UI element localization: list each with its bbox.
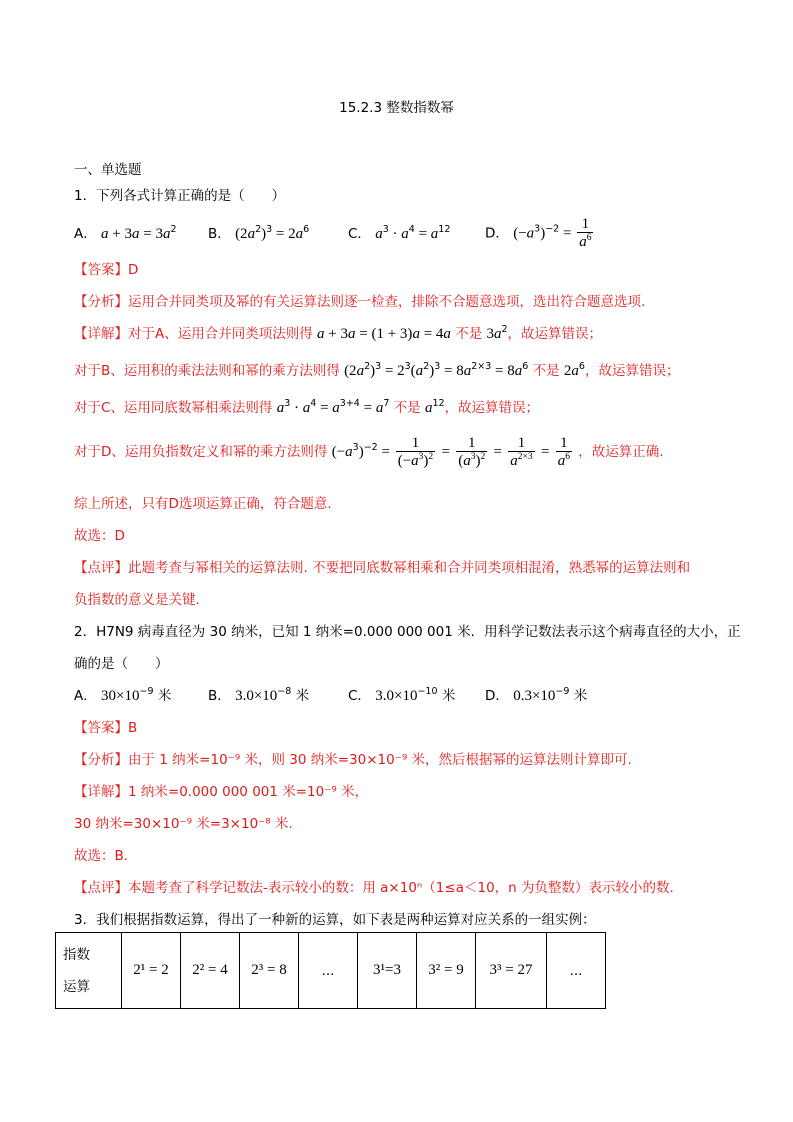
q1-choose: 故选：D — [74, 528, 125, 544]
q1-detail-b: 对于B、运用积的乘法法则和幂的乘方法则得 $(2a^2)^3 = 2^3(a^2)^3 = 8a^{2\times 3} = 8a^6$ 不是 $2a^6$，故运算错误； — [74, 361, 680, 379]
q2-detail-line1: 【详解】1 纳米=0.000 000 001 米=10⁻⁹ 米， — [74, 784, 369, 800]
q2-option-a-label: A． — [74, 688, 97, 704]
q1-option-c-label: C． — [348, 226, 371, 242]
table-cell: ... — [547, 933, 606, 1009]
table-cell: 2¹ = 2 — [122, 933, 181, 1009]
q2-option-b-label: B． — [208, 688, 231, 704]
table-cell: 3¹=3 — [358, 933, 417, 1009]
q1-comment-line1: 【点评】此题考查与幂相关的运算法则. 不要把同底数幂相乘和合并同类项相混淆，熟悉幂的运算法则和 — [74, 560, 691, 576]
q2-option-b-unit: 米 — [295, 688, 310, 704]
q2-option-b: B． $3.0\times 10^{-8}$ 米 — [208, 686, 310, 704]
q1-option-b: B． $(2a^2)^3 = 2a^6$ — [208, 224, 310, 242]
q1-detail-a: 【详解】对于A、运用合并同类项法则得 a + 3a = (1 + 3)a = 4a 不是 $3a^2$，故运算错误； — [74, 324, 603, 342]
q1-stem: 1．下列各式计算正确的是（ ） — [74, 188, 286, 204]
table-cell: 2³ = 8 — [240, 933, 299, 1009]
table-cell: ... — [299, 933, 358, 1009]
q2-option-d: D． $0.3\times 10^{-9}$ 米 — [485, 686, 588, 704]
q2-option-c-unit: 米 — [441, 688, 456, 704]
row-header-line2: 运算 — [63, 978, 90, 995]
q2-option-d-label: D． — [485, 688, 509, 704]
q1-option-b-label: B． — [208, 226, 231, 242]
q1-detail-b-text: 对于B、运用积的乘法法则和幂的乘方法则得 — [74, 363, 340, 379]
q1-options — [74, 216, 592, 250]
q2-stem-line2: 确的是（ ） — [74, 656, 169, 672]
section-heading: 一、单选题 — [74, 162, 142, 178]
q1-detail-a-text: 【详解】对于A、运用合并同类项法则得 — [74, 326, 313, 342]
q1-detail-a-post: ，故运算错误； — [507, 326, 603, 342]
q2-option-c-label: C． — [348, 688, 371, 704]
table-row-header — [56, 933, 122, 1009]
q2-options — [74, 686, 588, 706]
q2-analysis: 【分析】由于 1 纳米=10⁻⁹ 米，则 30 纳米=30×10⁻⁹ 米，然后根据幂的运算法则计算即可. — [74, 752, 632, 768]
q2-option-a-unit: 米 — [157, 688, 172, 704]
q2-option-c: C． $3.0\times 10^{-10}$ 米 — [348, 686, 456, 704]
q1-detail-c-post: ，故运算错误； — [444, 400, 540, 416]
q1-detail-b-post: ，故运算错误； — [584, 363, 680, 379]
row-header-line1: 指数 — [63, 946, 90, 963]
q1-detail-c: 对于C、运用同底数幂相乘法则得 $a^3 \cdot a^4 = a^{3+4} = a^7$ 不是 $a^{12}$，故运算错误； — [74, 398, 540, 416]
q1-option-a: A． $a + 3a = 3a^2$ — [74, 224, 177, 242]
table-cell: 3² = 9 — [417, 933, 476, 1009]
q1-detail-b-mid: 不是 — [532, 363, 560, 379]
q1-answer: 【答案】D — [74, 262, 139, 278]
table-row — [56, 933, 606, 1009]
q1-option-a-label: A． — [74, 226, 97, 242]
q2-detail-line2: 30 纳米=30×10⁻⁹ 米=3×10⁻⁸ 米. — [74, 816, 293, 832]
page-title: 15.2.3 整数指数幂 — [339, 100, 454, 116]
q1-option-c: C． $a^3 \cdot a^4 = a^{12}$ — [348, 224, 451, 242]
q1-detail-d: 对于D、运用负指数定义和幂的乘方法则得 $(-a^3)^{-2}$ = $\frac{1}{(-a^3)^2}$ = $\frac{1}{(a^3)^2}$ = $\frac{1}{a^{2\times 3}}$ = $\frac{1}{a^6}$ ，故运算正确. — [74, 434, 664, 469]
q1-option-d-label: D． — [485, 225, 509, 242]
q1-detail-d-post: ，故运算正确. — [578, 444, 664, 460]
q2-option-a: A． $30\times 10^{-9}$ 米 — [74, 686, 172, 704]
table-cell: 3³ = 27 — [476, 933, 547, 1009]
q1-option-d: D． $(-a^3)^{-2}$ = $\frac{1}{a^6}$ — [485, 216, 592, 250]
q2-choose: 故选：B. — [74, 848, 129, 864]
q1-analysis: 【分析】运用合并同类项及幂的有关运算法则逐一检查，排除不合题意选项，选出符合题意选项. — [74, 294, 646, 310]
q1-comment-line2: 负指数的意义是关键. — [74, 592, 200, 608]
q1-summary: 综上所述，只有D选项运算正确，符合题意. — [74, 496, 332, 512]
table-cell: 2² = 4 — [181, 933, 240, 1009]
q2-stem-line1: 2．H7N9 病毒直径为 30 纳米，已知 1 纳米=0.000 000 001 米．用科学记数法表示这个病毒直径的大小，正 — [74, 624, 741, 640]
q2-answer: 【答案】B — [74, 720, 138, 736]
q1-detail-a-mid: 不是 — [455, 326, 483, 342]
q2-comment: 【点评】本题考查了科学记数法-表示较小的数：用 a×10ⁿ（1≤a＜10，n 为负整数）表示较小的数. — [74, 880, 674, 896]
q3-example-table — [55, 932, 606, 1009]
q3-stem: 3．我们根据指数运算，得出了一种新的运算，如下表是两种运算对应关系的一组实例： — [74, 912, 596, 928]
q1-detail-c-mid: 不是 — [393, 400, 421, 416]
q2-option-d-unit: 米 — [573, 688, 588, 704]
q1-detail-d-text: 对于D、运用负指数定义和幂的乘方法则得 — [74, 444, 328, 460]
q1-detail-c-text: 对于C、运用同底数幂相乘法则得 — [74, 400, 273, 416]
